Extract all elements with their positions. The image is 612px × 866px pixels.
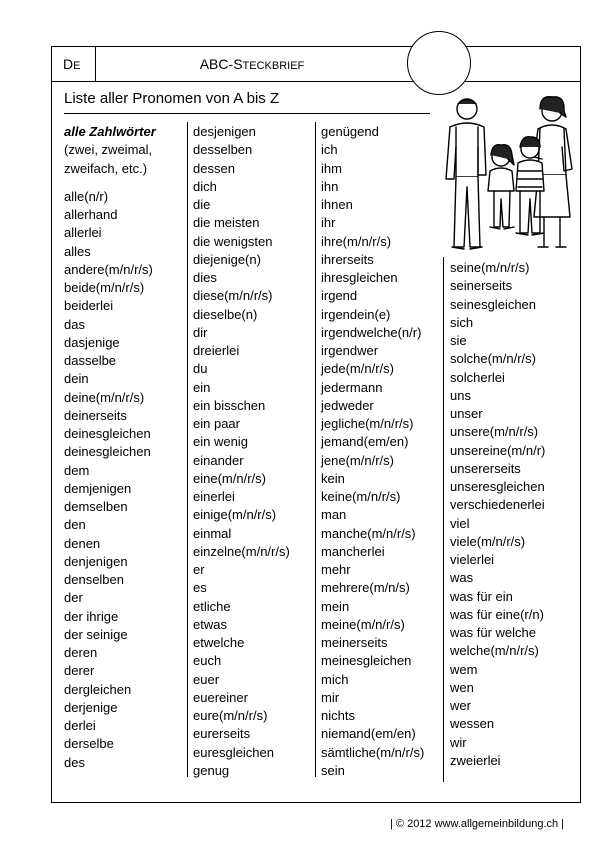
subject-code-first: D	[63, 56, 74, 72]
pronoun-item: irgendein(e)	[321, 306, 391, 322]
pronoun-item: einmal	[193, 525, 232, 541]
pronoun-item: niemand(em/en)	[321, 726, 416, 742]
pronoun-item: verschiedenerlei	[450, 497, 545, 513]
pronoun-item: der	[64, 590, 83, 606]
pronoun-item: dir	[193, 324, 208, 340]
pronoun-item: beide(m/n/r/s)	[64, 280, 145, 295]
pronoun-item: deinesgleichen	[64, 444, 151, 460]
pronoun-item: wir	[450, 734, 467, 750]
pronoun-item: du	[193, 361, 208, 377]
pronoun-item: dich	[193, 178, 217, 194]
pronoun-item: wessen	[450, 716, 495, 732]
pronoun-item: einander	[193, 452, 244, 468]
pronoun-item: sein	[321, 762, 345, 778]
pronoun-item: mehrere(m/n/s)	[321, 580, 410, 596]
pronoun-item: ihr	[321, 215, 336, 231]
pronoun-item: dasjenige	[64, 334, 120, 350]
pronoun-item: genug	[193, 762, 230, 778]
pronoun-item: vielerlei	[450, 552, 495, 567]
pronoun-item: sich	[450, 314, 474, 330]
pronoun-item: viel	[450, 515, 470, 531]
pronoun-item: mich	[321, 671, 349, 687]
pronoun-item: jedweder	[321, 397, 374, 413]
pronoun-item: was für ein	[450, 588, 513, 604]
pronoun-column-4	[450, 259, 545, 770]
pronoun-item: ich	[321, 142, 338, 158]
pronoun-item: diese(m/n/r/s)	[193, 288, 273, 304]
pronoun-item: irgendwelche(n/r)	[321, 324, 422, 340]
pronoun-item: des	[64, 754, 85, 770]
pronoun-item: etwelche	[193, 635, 245, 650]
pronoun-item: ihn	[321, 178, 339, 194]
pronoun-item: desselben	[193, 142, 253, 158]
pronoun-item: man	[321, 507, 347, 523]
pronoun-item: irgend	[321, 288, 358, 304]
pronoun-item: meine(m/n/r/s)	[321, 616, 405, 632]
pronoun-item: unsere(m/n/r/s)	[450, 424, 539, 440]
pronoun-item: uns	[450, 387, 471, 403]
pronoun-item: andere(m/n/r/s)	[64, 261, 153, 277]
pronoun-item: unseresgleichen	[450, 479, 545, 494]
pronoun-item: einerlei	[193, 489, 235, 504]
pronoun-item: euch	[193, 653, 222, 669]
pronoun-item: euereiner	[193, 689, 248, 705]
subject-code-rest: E	[73, 60, 81, 72]
pronoun-item: die	[193, 197, 211, 212]
pronoun-item: derjenige	[64, 699, 118, 715]
pronoun-item: alles	[64, 243, 91, 259]
pronoun-item: ein bisschen	[193, 397, 266, 413]
pronoun-item: jegliche(m/n/r/s)	[321, 416, 414, 431]
pronoun-item: genügend	[321, 124, 379, 139]
pronoun-item: deinesgleichen	[64, 426, 151, 441]
pronoun-item: sie	[450, 333, 467, 348]
pronoun-item: beiderlei	[64, 298, 114, 314]
pronoun-item: wen	[450, 679, 474, 695]
pronoun-item: mehr	[321, 562, 351, 577]
pronoun-item: viele(m/n/r/s)	[450, 533, 526, 549]
worksheet	[51, 46, 581, 803]
pronoun-item: die wenigsten	[193, 233, 273, 249]
pronoun-item: mir	[321, 689, 340, 705]
pronoun-item: derselbe	[64, 736, 114, 752]
pronoun-item: ein	[193, 379, 211, 395]
pronoun-item: ihnen	[321, 197, 353, 212]
pronoun-item: unsererseits	[450, 460, 521, 476]
pronoun-item: ihre(m/n/r/s)	[321, 233, 392, 249]
note-line: zweifach, etc.)	[64, 160, 148, 176]
pronoun-item: er	[193, 562, 205, 577]
pronoun-column-3	[321, 123, 424, 780]
pronoun-column-2	[193, 123, 290, 780]
pronoun-item: es	[193, 580, 207, 596]
title-part-small: TECKBRIEF	[242, 60, 305, 72]
pronoun-item: solcherlei	[450, 369, 505, 385]
pronoun-item: denen	[64, 535, 101, 551]
pronoun-item: meinesgleichen	[321, 653, 412, 669]
note-line: (zwei, zweimal,	[64, 142, 153, 158]
column-divider	[315, 122, 316, 777]
pronoun-item: nichts	[321, 708, 355, 723]
pronoun-item: dem	[64, 462, 90, 478]
pronoun-item: demjenigen	[64, 480, 132, 496]
pronoun-item: deinerseits	[64, 407, 127, 423]
pronoun-item: jede(m/n/r/s)	[321, 361, 394, 377]
pronoun-item: seinerseits	[450, 278, 513, 294]
header-row	[52, 47, 580, 82]
pronoun-item: derer	[64, 663, 95, 679]
pronoun-item: zweierlei	[450, 752, 501, 768]
pronoun-item: einige(m/n/r/s)	[193, 507, 277, 523]
pronoun-item: dergleichen	[64, 681, 132, 697]
pronoun-item: jemand(em/en)	[321, 434, 409, 450]
pronoun-item: eine(m/n/r/s)	[193, 470, 266, 486]
pronoun-item: sämtliche(m/n/r/s)	[321, 744, 425, 760]
pronoun-item: dein	[64, 371, 89, 387]
pronoun-item: mancherlei	[321, 543, 385, 559]
pronoun-item: jedermann	[321, 379, 383, 395]
pronoun-item: dessen	[193, 160, 235, 176]
pronoun-item: demselben	[64, 499, 128, 514]
note-title: alle Zahlwörter	[64, 124, 156, 139]
pronoun-item: dreierlei	[193, 343, 240, 358]
column-divider	[443, 257, 444, 782]
pronoun-item: dies	[193, 270, 217, 285]
pronoun-item: ein wenig	[193, 434, 248, 450]
title-part: ABC	[199, 56, 229, 72]
pronoun-item: derlei	[64, 718, 96, 733]
pronoun-item: mein	[321, 598, 350, 614]
pronoun-item: eurerseits	[193, 726, 251, 742]
pronoun-item: ein paar	[193, 416, 240, 431]
pronoun-item: etliche	[193, 598, 231, 614]
pronoun-item: solche(m/n/r/s)	[450, 351, 536, 367]
pronoun-item: seine(m/n/r/s)	[450, 260, 530, 275]
pronoun-item: wer	[450, 698, 471, 713]
heading-underline	[64, 113, 430, 114]
footer-copyright: | © 2012 www.allgemeinbildung.ch |	[390, 818, 565, 830]
pronoun-item: denselben	[64, 572, 124, 587]
pronoun-item: ihm	[321, 160, 342, 176]
pronoun-item: meinerseits	[321, 635, 388, 650]
subject-code	[52, 47, 96, 81]
title-part: S	[233, 56, 243, 72]
pronoun-item: etwas	[193, 616, 227, 632]
pronoun-item: die meisten	[193, 215, 260, 231]
pronoun-item: allerlei	[64, 225, 102, 241]
pronoun-item: eure(m/n/r/s)	[193, 708, 268, 723]
pronoun-item: manche(m/n/r/s)	[321, 525, 416, 541]
pronoun-item: der ihrige	[64, 608, 119, 624]
pronoun-item: wem	[450, 661, 478, 677]
pronoun-item: keine(m/n/r/s)	[321, 489, 401, 504]
pronoun-item: den	[64, 517, 86, 533]
pronoun-item: ihresgleichen	[321, 270, 398, 285]
pronoun-item: dasselbe	[64, 353, 117, 368]
pronoun-item: kein	[321, 470, 345, 486]
pronoun-item: denjenigen	[64, 553, 128, 569]
pronoun-item: alle(n/r)	[64, 188, 109, 204]
pronoun-item: unsereine(m/n/r)	[450, 442, 546, 458]
pronoun-item: das	[64, 316, 85, 332]
pronoun-item: deine(m/n/r/s)	[64, 389, 145, 405]
header-circle	[407, 31, 471, 95]
pronoun-item: was für eine(r/n)	[450, 606, 544, 622]
pronoun-item: jene(m/n/r/s)	[321, 452, 394, 468]
pronoun-item: irgendwer	[321, 343, 379, 358]
pronoun-item: diejenige(n)	[193, 251, 261, 267]
title-hyphen: -	[228, 56, 234, 72]
pronoun-item: was	[450, 570, 474, 586]
pronoun-item: euresgleichen	[193, 744, 274, 760]
pronoun-item: seinesgleichen	[450, 296, 537, 312]
pronoun-item: desjenigen	[193, 124, 256, 139]
pronoun-item: welche(m/n/r/s)	[450, 643, 539, 659]
pronoun-item: euer	[193, 671, 220, 687]
pronoun-item: einzelne(m/n/r/s)	[193, 543, 290, 559]
pronoun-item: ihrerseits	[321, 251, 374, 267]
pronoun-item: dieselbe(n)	[193, 306, 258, 322]
family-illustration-icon	[434, 87, 580, 257]
list-heading: Liste aller Pronomen von A bis Z	[64, 90, 280, 107]
pronoun-item: deren	[64, 645, 98, 660]
pronoun-item: was für welche	[450, 625, 536, 640]
pronoun-column-1	[64, 123, 156, 772]
document-title	[96, 47, 408, 81]
pronoun-item: allerhand	[64, 207, 118, 222]
pronoun-item: unser	[450, 406, 483, 421]
pronoun-item: der seinige	[64, 626, 128, 642]
column-divider	[187, 122, 188, 777]
